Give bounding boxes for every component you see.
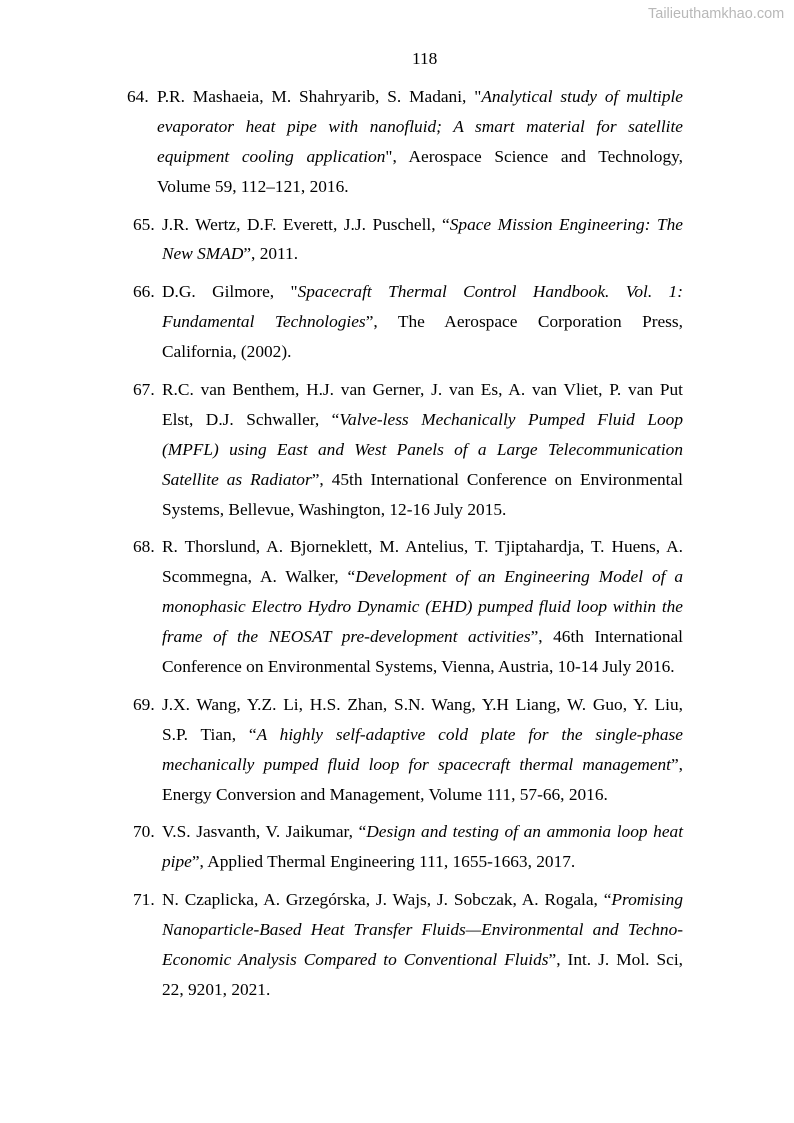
- reference-text: Energy Conversion and Management, Volume 111, 57-66, 2016.: [162, 784, 608, 804]
- reference-text: J.R. Wertz, D.F. Everett, J.J. Puschell, “: [162, 214, 450, 234]
- reference-body: [162, 210, 683, 270]
- reference-line: [162, 307, 683, 337]
- reference-item: [0, 82, 794, 202]
- reference-number: 68.: [133, 537, 155, 557]
- reference-text: N. Czaplicka, A. Grzegórska, J. Wajs, J. Sobczak, A. Rogala, “: [162, 890, 612, 910]
- reference-body: [162, 817, 683, 877]
- reference-title: Valve-less Mechanically Pumped Fluid Loop: [339, 409, 683, 429]
- reference-title: Space Mission Engineering: The: [449, 214, 683, 234]
- reference-line: [162, 945, 683, 975]
- reference-body: [162, 375, 683, 524]
- reference-text: ”, Applied Thermal Engineering 111, 1655-1663, 2017.: [191, 852, 576, 872]
- reference-line: [162, 975, 683, 1005]
- reference-item: [0, 277, 794, 367]
- reference-title: Satellite as Radiator: [162, 469, 312, 489]
- reference-text: Volume 59, 112–121, 2016.: [157, 176, 349, 196]
- reference-line: [157, 82, 683, 112]
- reference-title: pipe: [162, 852, 192, 872]
- reference-line: [162, 465, 683, 495]
- reference-line: [162, 885, 683, 915]
- reference-title: monophasic Electro Hydro Dynamic (EHD) pumped fluid loop within the: [162, 597, 683, 617]
- reference-item: [0, 210, 794, 270]
- reference-item: [0, 375, 794, 524]
- reference-line: [162, 720, 683, 750]
- reference-number: 65.: [133, 214, 155, 234]
- reference-line: [162, 277, 683, 307]
- reference-title: Analytical study of multiple: [481, 87, 683, 106]
- reference-text: ”, 2011.: [243, 244, 299, 264]
- reference-item: [0, 532, 794, 681]
- reference-text: 22, 9201, 2021.: [162, 979, 271, 999]
- reference-line: [162, 780, 683, 810]
- reference-line: [162, 817, 683, 847]
- reference-title: evaporator heat pipe with nanofluid; A smart material for satellite: [157, 116, 683, 136]
- reference-line: [157, 112, 683, 142]
- reference-text: V.S. Jasvanth, V. Jaikumar, “: [162, 822, 367, 842]
- reference-line: [162, 210, 683, 240]
- reference-text: R. Thorslund, A. Bjorneklett, M. Antelius, T. Tjiptahardja, T. Huens, A.: [162, 537, 683, 557]
- reference-body: [162, 885, 683, 1005]
- reference-title: Development of an Engineering Model of a: [355, 567, 683, 587]
- reference-line: [162, 337, 683, 367]
- reference-line: [157, 172, 683, 202]
- reference-line: [162, 532, 683, 562]
- reference-number: 67.: [133, 380, 155, 400]
- reference-line: [162, 375, 683, 405]
- reference-number: 64.: [127, 87, 149, 106]
- page-number: 118: [412, 49, 438, 68]
- reference-text: ”, 46th International: [530, 627, 683, 647]
- reference-text: Systems, Bellevue, Washington, 12-16 July 2015.: [162, 499, 507, 519]
- reference-text: D.G. Gilmore, ": [162, 282, 298, 302]
- reference-text: ”, 45th International Conference on Environmental: [311, 469, 684, 489]
- reference-title: Nanoparticle-Based Heat Transfer Fluids—Environmental and Techno-: [162, 920, 683, 940]
- reference-text: S.P. Tian, “: [162, 724, 257, 744]
- reference-line: [162, 405, 683, 435]
- reference-line: [162, 495, 683, 525]
- reference-number: 66.: [133, 282, 155, 302]
- reference-text: ”, Int. J. Mol. Sci,: [548, 950, 683, 970]
- reference-title: Fundamental Technologies: [162, 312, 366, 332]
- reference-line: [162, 239, 683, 269]
- reference-title: equipment cooling application: [157, 146, 386, 166]
- watermark-text: Tailieuthamkhao.com: [648, 6, 785, 22]
- reference-line: [162, 915, 683, 945]
- reference-text: Elst, D.J. Schwaller, “: [162, 409, 340, 429]
- reference-line: [162, 690, 683, 720]
- reference-line: [162, 562, 683, 592]
- reference-text: P.R. Mashaeia, M. Shahryarib, S. Madani, ": [157, 87, 482, 106]
- reference-line: [162, 435, 683, 465]
- reference-title: frame of the NEOSAT pre-development activities: [162, 627, 531, 647]
- reference-title: Spacecraft Thermal Control Handbook. Vol. 1:: [297, 282, 683, 302]
- reference-item: [0, 817, 794, 877]
- reference-line: [162, 622, 683, 652]
- reference-title: Promising: [611, 890, 683, 910]
- reference-line: [162, 592, 683, 622]
- reference-line: [162, 652, 683, 682]
- reference-body: [162, 277, 683, 367]
- reference-title: A highly self-adaptive cold plate for the single-phase: [256, 724, 683, 744]
- reference-body: [157, 82, 683, 202]
- reference-title: Design and testing of an ammonia loop heat: [366, 822, 684, 842]
- reference-line: [162, 750, 683, 780]
- reference-line: [157, 142, 683, 172]
- reference-title: New SMAD: [162, 244, 244, 264]
- reference-text: Scommegna, A. Walker, “: [162, 567, 356, 587]
- reference-text: ”, The Aerospace Corporation Press,: [365, 312, 683, 332]
- reference-list: [0, 82, 794, 1013]
- reference-item: [0, 690, 794, 810]
- reference-body: [162, 532, 683, 681]
- reference-line: [162, 847, 683, 877]
- reference-number: 71.: [133, 890, 155, 910]
- reference-title: mechanically pumped fluid loop for spacecraft thermal management: [162, 754, 671, 774]
- reference-text: J.X. Wang, Y.Z. Li, H.S. Zhan, S.N. Wang, Y.H Liang, W. Guo, Y. Liu,: [162, 694, 683, 714]
- reference-title: Economic Analysis Compared to Conventional Fluids: [162, 950, 549, 970]
- reference-item: [0, 885, 794, 1005]
- reference-text: California, (2002).: [162, 342, 292, 362]
- reference-body: [162, 690, 683, 810]
- reference-number: 69.: [133, 694, 155, 714]
- reference-title: (MPFL) using East and West Panels of a Large Telecommunication: [162, 439, 683, 459]
- reference-text: ", Aerospace Science and Technology,: [385, 146, 683, 166]
- reference-text: ”,: [670, 754, 683, 774]
- reference-number: 70.: [133, 822, 155, 842]
- reference-text: R.C. van Benthem, H.J. van Gerner, J. van Es, A. van Vliet, P. van Put: [162, 380, 683, 400]
- reference-text: Conference on Environmental Systems, Vienna, Austria, 10-14 July 2016.: [162, 657, 675, 677]
